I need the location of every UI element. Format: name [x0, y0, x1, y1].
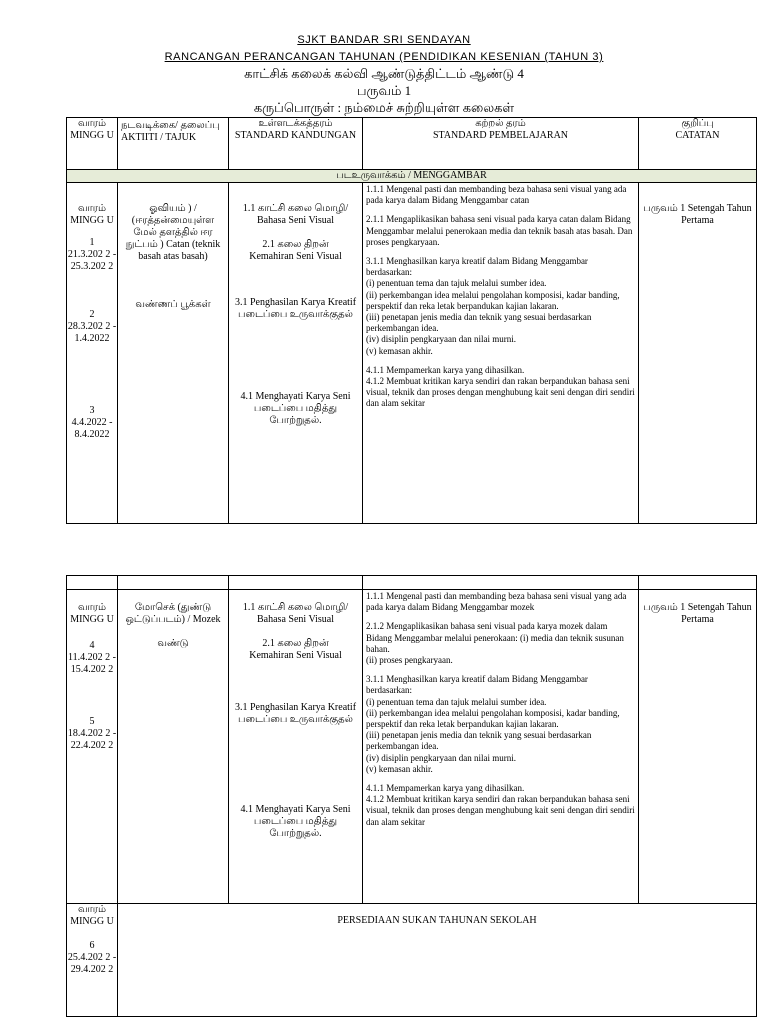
school-name: SJKT BANDAR SRI SENDAYAN [297, 34, 471, 46]
table-header-row [67, 118, 757, 170]
col-notes-header: குறிப்பு CATATAN [639, 118, 757, 170]
week-number: 4 [89, 640, 95, 651]
theme-label: கருப்பொருள் : நம்மைச் சுற்றியுள்ள கலைகள் [253, 100, 515, 115]
plan-table-2 [66, 575, 757, 1017]
notes-cell: பருவம் 1 Setengah Tahun Pertama [639, 590, 757, 904]
week-range: 25.4.202 2 - 29.4.202 2 [67, 952, 117, 975]
learning-cell: 1.1.1 Mengenal pasti dan membanding beza bahasa seni visual yang ada pada karya dalam Bidang Menggambar catan 2.1.1 Mengaplikasikan bahasa seni visual pada karya catan dalam Bidang Menggambar melalui penerokaan media dan teknik basah atas basah. Dan proses pengkaryaan. 3.1.1 Menghasilkan karya kreatif dalam Bidang Menggambar berdasarkan: (i) penentuan tema dan tajuk melalui sumber idea. (ii) perkembangan idea melalui pengolahan komposisi, kadar banding, perspektif dan reka letak berpandukan kajian lakaran. (iii) penetapan jenis media dan teknik yang sesuai berdasarkan perkembangan idea. (iv) disiplin pengkaryaan dan nilai murni. (v) kemasan akhir. 4.1.1 Mempamerkan karya yang dihasilkan. 4.1.2 Membuat kritikan karya sendiri dan rakan berpandukan bahasa seni visual, teknik dan proses dengan menghubung kait seni dengan diri sendiri dan alam sekitar [363, 183, 639, 524]
col-week-header: வாரம் MINGG U [67, 118, 118, 170]
content-cell: 1.1 காட்சி கலை மொழி/ Bahasa Seni Visual 2.1 கலை திறன் Kemahiran Seni Visual 3.1 Penghasilan Karya Kreatif படைப்பை உருவாக்குதல் 4.1 Menghayati Karya Seni படைப்பை மதித்து போற்றுதல். [229, 590, 363, 904]
plan-title-tamil: காட்சிக் கலைக் கல்வி ஆண்டுத்திட்டம் ஆண்டு 4 [244, 66, 524, 81]
col-activity-header: நடவடிக்கை/ தலைப்பு AKTIITI / TAJUK [118, 118, 229, 170]
week-cell: வாரம் MINGG U 6 25.4.202 2 - 29.4.202 2 [67, 904, 118, 1017]
event-label: PERSEDIAAN SUKAN TAHUNAN SEKOLAH [337, 915, 537, 926]
activity-title: மோசெக் (துண்டு ஒட்டுப்படம்) / Mozek [125, 602, 221, 625]
table-row [67, 590, 757, 904]
activity-cell [118, 183, 229, 524]
week-number: 3 [89, 405, 95, 416]
table-row [67, 183, 757, 524]
theme-row [67, 170, 757, 183]
theme-row-label: படஉருவாக்கம் / MENGGAMBAR [67, 170, 757, 183]
week-range: 28.3.202 2 - 1.4.2022 [67, 321, 117, 344]
activity-subtitle: வண்ணப் பூக்கள் [135, 299, 211, 310]
week-cell: வாரம் MINGG U 4 11.4.202 2 - 15.4.202 2 5 18.4.202 2 - 22.4.202 2 [67, 590, 118, 904]
term-label: பருவம் 1 [356, 83, 412, 98]
learning-cell: 1.1.1 Mengenal pasti dan membanding beza bahasa seni visual yang ada pada karya dalam Bidang Menggambar mozek 2.1.2 Mengaplikasikan bahasa seni visual pada karya mozek dalam Bidang Menggambar melalui penerokaan: (i) media dan teknik susunan bahan. (ii) proses pengkaryaan. 3.1.1 Menghasilkan karya kreatif dalam Bidang Menggambar berdasarkan: (i) penentuan tema dan tajuk melalui sumber idea. (ii) perkembangan idea melalui pengolahan komposisi, kadar banding, perspektif dan reka letak berpandukan kajian lakaran. (iii) penetapan jenis media dan teknik yang sesuai berdasarkan perkembangan idea. (iv) disiplin pengkaryaan dan nilai murni. (v) kemasan akhir. 4.1.1 Mempamerkan karya yang dihasilkan. 4.1.2 Membuat kritikan karya sendiri dan rakan berpandukan bahasa seni visual, teknik dan proses dengan menghubung kait seni dengan diri sendiri dan alam sekitar [363, 590, 639, 904]
plan-title: RANCANGAN PERANCANGAN TAHUNAN (PENDIDIKAN KESENIAN (TAHUN 3) [164, 51, 604, 63]
content-cell: 1.1 காட்சி கலை மொழி/ Bahasa Seni Visual 2.1 கலை திறன் Kemahiran Seni Visual 3.1 Penghasilan Karya Kreatif படைப்பை உருவாக்குதல் 4.1 Menghayati Karya Seni படைப்பை மதித்து போற்றுதல். [229, 183, 363, 524]
week-number: 6 [89, 940, 95, 951]
col-learning-header: கற்றல் தரம் STANDARD PEMBELAJARAN [363, 118, 639, 170]
table-row [67, 904, 757, 1017]
week-number: 2 [89, 309, 95, 320]
col-content-header: உள்ளடக்கத்தரம் STANDARD KANDUNGAN [229, 118, 363, 170]
plan-table-1 [66, 117, 757, 524]
activity-title: ஓவியம் ) / (ஈரத்தன்மையுள்ள மேல் தளத்தில் ஈர நுட்பம் ) Catan (teknik basah atas basah) [125, 203, 221, 262]
activity-cell [118, 590, 229, 904]
week-cell: வாரம் MINGG U 1 21.3.202 2 - 25.3.202 2 2 28.3.202 2 - 1.4.2022 3 4.4.2022 - 8.4.2022 [67, 183, 118, 524]
week-range: 18.4.202 2 - 22.4.202 2 [67, 728, 117, 751]
week-range: 11.4.202 2 - 15.4.202 2 [68, 652, 116, 675]
table-header-row [67, 576, 757, 590]
week-number: 1 [89, 237, 95, 248]
week-number: 5 [89, 716, 95, 727]
event-cell [118, 904, 757, 1017]
week-range: 21.3.202 2 - 25.3.202 2 [67, 249, 117, 272]
week-range: 4.4.2022 - 8.4.2022 [71, 417, 113, 440]
activity-subtitle: வண்டு [157, 638, 189, 649]
notes-cell: பருவம் 1 Setengah Tahun Pertama [639, 183, 757, 524]
